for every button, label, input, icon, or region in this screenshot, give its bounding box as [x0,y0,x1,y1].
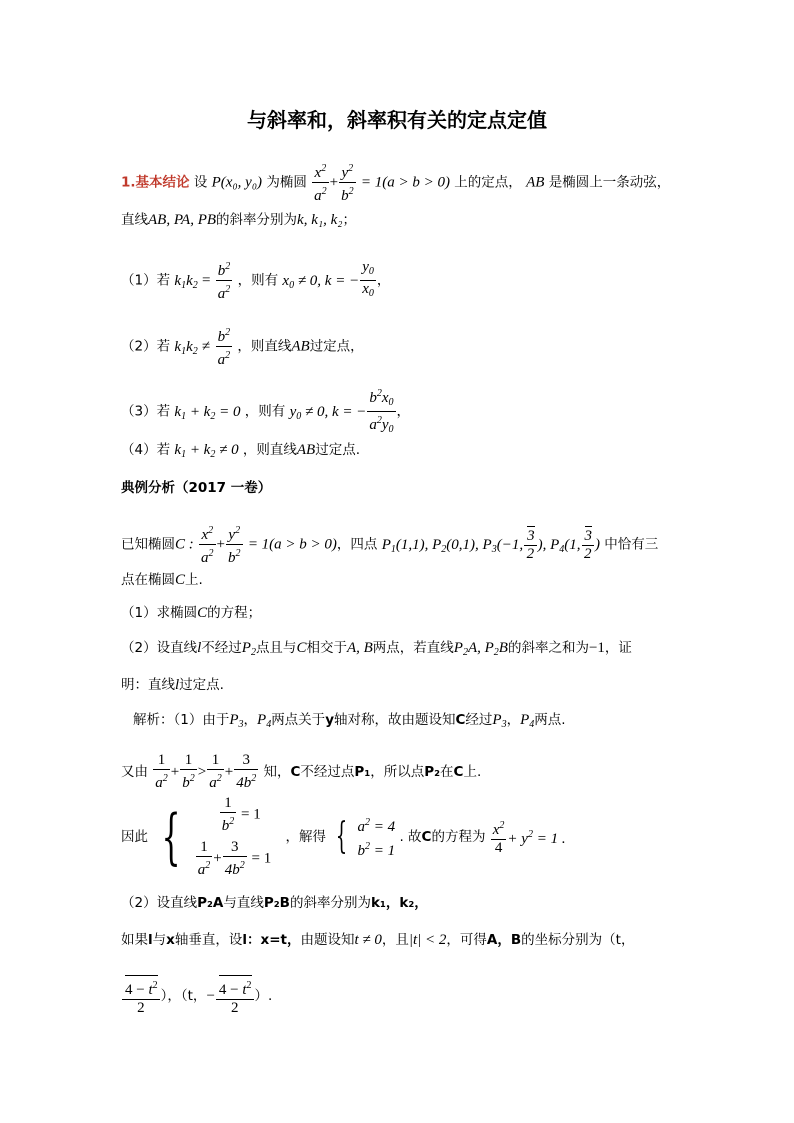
text: x [166,932,175,948]
text: 的方程为 [431,829,486,845]
text: ，证 [604,640,632,656]
text: ，解得 [285,829,327,845]
text: ，且 [381,932,409,948]
text: A，B [486,932,522,948]
text: ，则有 [237,272,279,289]
text: y [325,712,334,728]
text: 过定点， [309,338,364,355]
text: 是椭圆上一条动弦， [548,174,671,191]
math-lines: AB, PA, PB [148,212,217,228]
text: 经过 [465,712,493,728]
text: 两点. [534,712,566,728]
question-2-line-1: （2）设直线l不经过$P_2$点且与C相交于A, B两点，若直线$P_2A$, $P_2B$的斜率之和为−1，证 [121,640,632,658]
text: ，所以点 [370,764,425,780]
text: 两点关于 [271,712,326,728]
text: （2）若 [121,338,171,355]
text: 点且与 [255,640,297,656]
solution-line-4 [121,893,428,913]
text: 不经过点 [300,764,355,780]
case-3: （3）若 $k_1 + k_2 = 0$ ，则有 $y_0 \ne 0$, k = − $\frac{b^2x_0}{a^2y_0}$ ， [121,385,410,438]
text: ； [342,212,356,228]
text: 由题设知 [300,932,355,948]
text: ，则直线 [242,442,297,458]
conclusion-line-2 [121,210,356,230]
text: ，则有 [244,403,286,420]
text: （2）设直线 [121,640,198,656]
solution-line-1: 解析：（1）由于$P_3$，$P_4$两点关于y轴对称，故由题设知C经过$P_3$，$P_4$两点. [133,712,566,730]
text: 轴垂直，设 [174,932,243,948]
text: （1）若 [121,272,171,289]
text: ，则直线 [237,338,292,355]
text: ，可得 [446,932,487,948]
text: P₂A [197,895,224,911]
text: 点在椭圆 [121,572,175,588]
text: ， [376,272,391,289]
text: 相交于 [306,640,347,656]
text: l [148,932,153,948]
case-4: （4）若 $k_1 + k_2 \ne 0$ ，则直线AB过定点. [121,442,360,460]
text: （3）若 [121,403,171,420]
text: 过定点. [179,677,224,693]
text: 不经过 [201,640,242,656]
text: 上. [463,764,482,780]
example-heading: 典例分析（2017 一卷） [121,480,272,496]
text: 轴对称，故由题设知 [334,712,456,728]
text: 在 [440,764,454,780]
fraction: $\frac{y^2}{b^2}$ [339,160,356,205]
text: 过定点. [315,442,360,458]
text: 的斜率之和为 [507,640,589,656]
text: 直线 [121,212,148,228]
text: 设 [193,174,208,191]
text: 两点，若直线 [372,640,454,656]
page-title: 与斜率和，斜率积有关的定点定值 [247,108,547,132]
text: 上的定点， [454,174,522,191]
text: 明：直线 [121,677,175,693]
text: C [421,829,432,845]
text: ）. [254,988,273,1004]
text: k₁，k₂， [370,895,428,911]
text: 中恰有三 [604,536,659,553]
fraction: $\frac{x^2}{a^2}$ [312,160,329,205]
solution-line-3: 因此 { $\frac{1}{b^2}$ = 1 $\frac{1}{a^2}$ + $\frac{3}{4b^2}$ = 1 ，解得 { $a^2 = 4$ $b^2 = 1$ . 故C的方程为 $\frac{x^2}{4}$ + $y^2 = 1$ . [121,795,566,878]
equation-system: $\frac{1}{b^2}$ = 1 $\frac{1}{a^2}$ + $\frac{3}{4b^2}$ = 1 [197,795,272,878]
text: C [453,764,464,780]
text: P₂ [424,764,441,780]
text: C [290,764,301,780]
text: （2）设直线 [121,895,198,911]
text: （1）求椭圆 [121,605,198,621]
text: . 故 [399,829,422,845]
text: 因此 [121,829,148,845]
text: （4）若 [121,442,171,458]
text: 又由 [121,764,148,780]
example-line-1: 已知椭圆C : $\frac{x^2}{a^2}$ + $\frac{y^2}{b^2}$ = 1(a > b > 0)，四点 $P_1(1,1)$, $P_2(0,1)$, $P_3(-1$, $\frac{3}{2}$ ), $P_4(1$, $\frac{3}{2}$ ) 中恰有三 [121,522,658,567]
solution-line-2: 又由 $\frac{1}{a^2}$ + $\frac{1}{b^2}$ > $\frac{1}{a^2}$ + $\frac{3}{4b^2}$ 知，C不经过点P₁，所以点P₂在C上. [121,752,482,791]
text: P₁ [354,764,371,780]
text: l：x=t， [242,932,301,948]
conclusion-line-1: 1.基本结论 设 P(x₀, y₀) 为椭圆 $\frac{x^2}{a^2}$ + $\frac{y^2}{b^2}$ = 1(a > b > 0) 上的定点， AB 是椭圆上一条动弦， [121,160,670,205]
text: 的坐标分别为（t， [521,932,635,948]
text: 已知椭圆 [121,536,175,553]
math-point-p: P(x₀, y₀) [211,174,263,191]
math-chord: AB [526,174,545,191]
math-slopes: k, k₁, k₂ [297,212,343,228]
text: 的斜率分别为 [289,895,371,911]
text: 如果 [121,932,148,948]
text: 解析：（1）由于 [133,712,230,728]
text: 为椭圆 [266,174,307,191]
case-2: （2）若 $k_1k_2$ ≠ $\frac{b^2}{a^2}$ ，则直线AB过定点， [121,324,364,369]
math-ellipse-condition: = 1(a > b > 0) [360,174,450,191]
text: ），（t， [160,988,207,1004]
text: ， [396,403,411,420]
text: 与 [152,932,167,948]
text: C [455,712,466,728]
solution-line-5: 如果l与x轴垂直，设l：x=t，由题设知t ≠ 0，且|t| < 2，可得A，B的坐标分别为（t， [121,932,635,948]
text: P₂B [263,895,290,911]
case-1: （1）若 $k_1k_2$ = $\frac{b^2}{a^2}$ ，则有 $x_0 \ne 0$, k = − $\frac{y_0}{x_0}$ ， [121,259,391,302]
question-1: （1）求椭圆C的方程； [121,605,262,621]
question-2-line-2: 明：直线l过定点. [121,677,224,693]
text: 与直线 [223,895,264,911]
solution-line-6: $\frac{4 - t^2}{2}$ ），（t，− $\frac{4 - t^2}{2}$ ）. [121,975,272,1017]
text: 的斜率分别为 [216,212,298,228]
text: 的方程； [207,605,262,621]
text: 上. [185,572,203,588]
example-line-2: 点在椭圆C上. [121,572,203,588]
text: ，四点 [336,536,378,553]
text: 知， [263,764,291,780]
section-label: 1.基本结论 [121,174,190,191]
